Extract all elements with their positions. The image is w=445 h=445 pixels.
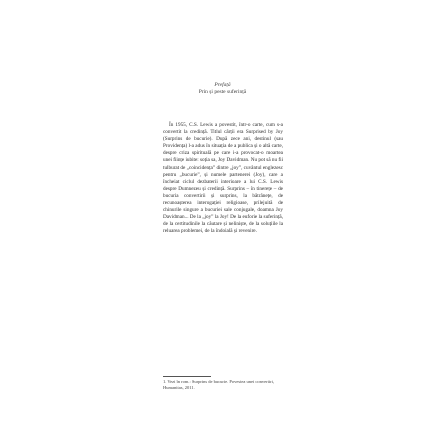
body-text xyxy=(163,122,283,236)
body-paragraph: În 1955, C.S. Lewis a povestit, într-o carte, cum s-a convertit la credință. Titlul cărții era Surprised by Joy (Surprins de bucurie). După zece ani, destinul (sau Providența) l-a adus în situația de a publica și o altă carte, despre criza spirituală pe care i-a provocat-o moartea unei ființe iubite: soția sa, Joy Davidman. Nu pot să nu fii tulburat de „coincidența” dintre „joy”, cuvântul englezesc pentru „bucurie”, și numele partenerei (Joy), care a încheiat ciclul dezbaterii interioare a lui C.S. Lewis despre Dumnezeu și credință. Surprins – în tinerețe – de bucuria convertirii și surprins, la bătrânețe, de recunoașterea interogației religioase, prilejuită de chinurile singure a bucuriei sale conjugale, doamna Joy Davidman... De la „joy” la Joy! De la euforie la suferință, de la certitudinile la căutare și neliniște, de la soluțiile la reluarea problemei, de la îndoială și revenire. xyxy=(163,122,284,235)
footnote: 1. Vezi în rom.: Surprins de bucurie. Povestea unei convertiri, Humanitas, 2011. xyxy=(163,379,275,390)
heading-label: Prefață xyxy=(214,82,231,88)
preface-heading xyxy=(0,82,445,96)
heading-subtitle: Prin și peste suferință xyxy=(198,89,247,96)
footnote-divider xyxy=(163,376,211,377)
